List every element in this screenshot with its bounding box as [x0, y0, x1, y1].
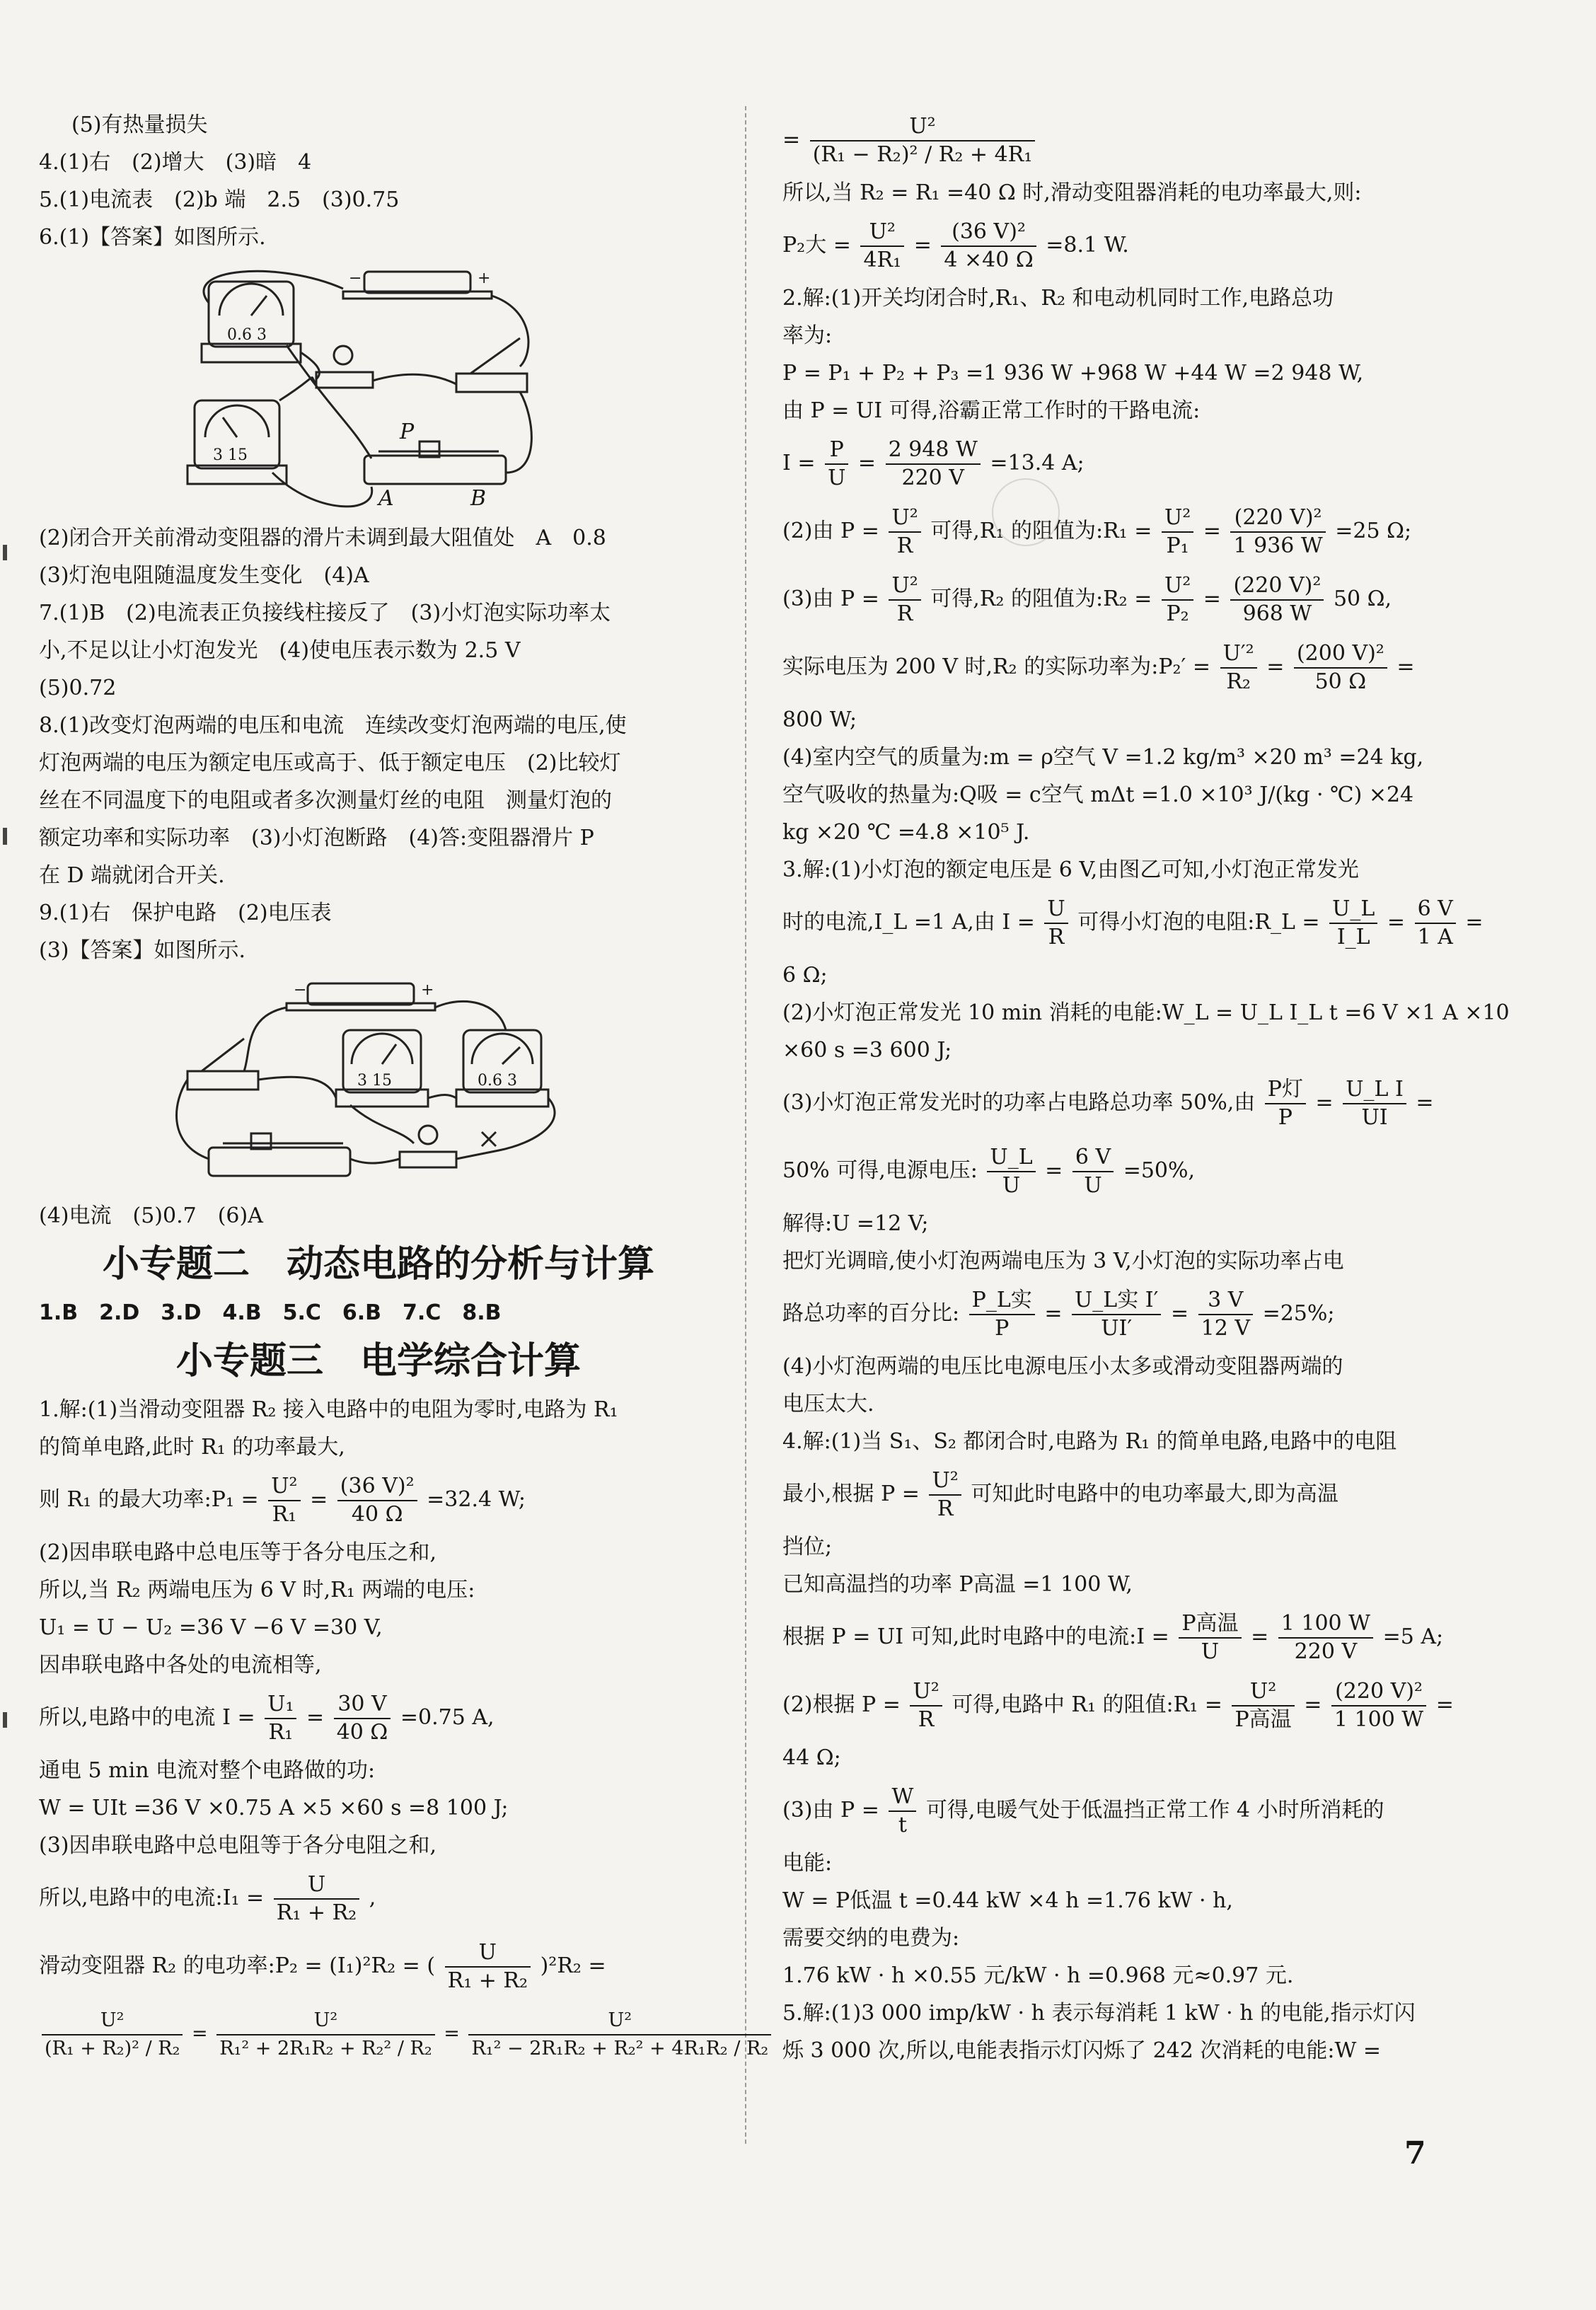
- numerator: U: [274, 1871, 359, 1900]
- text-line: 5.解:(1)3 000 imp/kW · h 表示每消耗 1 kW · h 的电能,指示灯闪: [782, 2001, 1416, 2026]
- formula-line: [39, 1466, 718, 1534]
- formula-text: =0.75 A,: [400, 1705, 495, 1730]
- fraction: [810, 113, 1036, 168]
- formula-text: =: [1387, 910, 1406, 935]
- formula-line: [782, 1280, 1440, 1348]
- formula-text: =: [1416, 1090, 1434, 1115]
- formula-text: 时的电流,I_L =1 A,由 I =: [782, 910, 1035, 935]
- numerator: U²: [1162, 504, 1193, 533]
- formula-text: 可得,R₁ 的阻值为:R₁ =: [930, 519, 1152, 543]
- text-line: 灯泡两端的电压为额定电压或高于、低于额定电压 (2)比较灯: [39, 751, 621, 775]
- binding-mark: [3, 1712, 7, 1728]
- right-column: [782, 106, 1510, 2069]
- formula-text: =: [1396, 654, 1415, 679]
- battery-negative-label: −: [294, 981, 307, 999]
- numerator: U²: [468, 2007, 771, 2035]
- text-line: 通电 5 min 电流对整个电路做的功:: [39, 1758, 376, 1783]
- text-line: 空气吸收的热量为:Q吸 = c空气 mΔt =1.0 ×10³ J/(kg · ℃) ×24: [782, 782, 1414, 807]
- text-line: W = P低温 t =0.44 kW ×4 h =1.76 kW · h,: [782, 1888, 1233, 1913]
- text-line: 1.解:(1)当滑动变阻器 R₂ 接入电路中的电阻为零时,电路为 R₁: [39, 1397, 618, 1422]
- numerator: U_L实 I′: [1072, 1287, 1161, 1315]
- denominator: 40 Ω: [351, 1502, 403, 1527]
- voltmeter-scale-label: 3 15: [357, 1072, 392, 1090]
- denominator: R: [896, 601, 913, 626]
- voltmeter-scale-label: 3 15: [213, 446, 248, 464]
- fraction: [1232, 1678, 1294, 1733]
- denominator: P高温: [1234, 1707, 1292, 1732]
- formula-line: [782, 497, 1440, 565]
- formula-text: 所以,电路中的电流 I =: [39, 1705, 255, 1730]
- text-line: 1.76 kW · h ×0.55 元/kW · h =0.968 元≈0.97 元.: [782, 1963, 1294, 1988]
- text-line: (2)因串联电路中总电压等于各分电压之和,: [39, 1540, 437, 1565]
- denominator: t: [898, 1813, 907, 1837]
- circuit-diagram-2: [166, 974, 562, 1193]
- fraction: [969, 1287, 1035, 1342]
- formula-text: =50%,: [1123, 1158, 1196, 1183]
- numerator: (220 V)²: [1230, 572, 1324, 601]
- denominator: 4 ×40 Ω: [944, 248, 1034, 272]
- formula-text: =: [1203, 587, 1221, 611]
- text-line: 所以,当 R₂ 两端电压为 6 V 时,R₁ 两端的电压:: [39, 1578, 475, 1602]
- denominator: R₁: [268, 1720, 294, 1745]
- formula-text: =: [1251, 1624, 1269, 1649]
- formula-line: [782, 1603, 1444, 1671]
- fraction: [1415, 896, 1456, 951]
- battery-positive-label: +: [478, 270, 491, 287]
- fraction: [910, 1678, 942, 1733]
- formula-line: [782, 1137, 1440, 1205]
- text-line: 所以,当 R₂ = R₁ =40 Ω 时,滑动变阻器消耗的电功率最大,则:: [782, 180, 1362, 205]
- text-line: W = UIt =36 V ×0.75 A ×5 ×60 s =8 100 J;: [39, 1796, 509, 1820]
- numerator: U²: [889, 572, 920, 601]
- numerator: U²: [889, 504, 920, 533]
- fraction: [468, 2007, 771, 2062]
- formula-text: =: [782, 127, 801, 152]
- binding-mark: [3, 828, 7, 845]
- formula-text: =8.1 W.: [1046, 233, 1129, 258]
- formula-text: I =: [782, 451, 816, 475]
- denominator: 968 W: [1242, 601, 1312, 626]
- formula-text: 路总功率的百分比:: [782, 1301, 960, 1326]
- numerator: (220 V)²: [1331, 1678, 1426, 1706]
- numerator: P_L实: [969, 1287, 1035, 1315]
- text-line: 的简单电路,此时 R₁ 的功率最大,: [39, 1435, 345, 1460]
- denominator: R: [918, 1707, 935, 1732]
- fraction: [1230, 572, 1324, 628]
- denominator: I_L: [1336, 925, 1370, 949]
- formula-line: [782, 1069, 1440, 1137]
- numerator: W: [889, 1784, 916, 1812]
- text-line: (2)小灯泡正常发光 10 min 消耗的电能:W_L = U_L I_L t =6 V ×1 A ×10: [782, 1000, 1510, 1025]
- fraction: [216, 2007, 434, 2062]
- denominator: 4R₁: [863, 248, 902, 272]
- battery-negative-label: −: [349, 270, 362, 287]
- formula-text: (3)小灯泡正常发光时的功率占电路总功率 50%,由: [782, 1090, 1256, 1115]
- section-heading: 小专题二 动态电路的分析与计算: [102, 1243, 654, 1286]
- formula-line: [39, 1932, 718, 2000]
- denominator: U: [1201, 1639, 1220, 1664]
- formula-text: =: [1465, 910, 1484, 935]
- text-line: 额定功率和实际功率 (3)小灯泡断路 (4)答:变阻器滑片 P: [39, 826, 594, 850]
- numerator: 2 948 W: [886, 437, 981, 465]
- text-line: 烁 3 000 次,所以,电能表指示灯闪烁了 242 次消耗的电能:W =: [782, 2038, 1381, 2063]
- formula-line: [782, 1671, 1454, 1739]
- binding-mark: [3, 545, 7, 560]
- fraction: [337, 1473, 417, 1528]
- numerator: (220 V)²: [1230, 504, 1325, 533]
- numerator: U: [1044, 896, 1068, 924]
- text-line: (5)0.72: [39, 676, 117, 700]
- fraction: [274, 1871, 359, 1927]
- formula-line: [39, 1684, 718, 1752]
- numerator: 6 V: [1072, 1144, 1114, 1172]
- fraction: [825, 437, 848, 492]
- fraction: [1220, 640, 1257, 695]
- fraction: [1230, 504, 1325, 560]
- text-line: ×60 s =3 600 J;: [782, 1038, 952, 1063]
- formula-text: (3)由 P =: [782, 1798, 879, 1823]
- numerator: U²: [1232, 1678, 1294, 1706]
- formula-text: =: [1315, 1090, 1334, 1115]
- denominator: 1 A: [1417, 925, 1453, 949]
- formula-text: =: [192, 2023, 208, 2045]
- formula-text: =: [913, 233, 932, 258]
- formula-text: 实际电压为 200 V 时,R₂ 的实际功率为:P₂′ =: [782, 654, 1211, 679]
- denominator: R: [937, 1496, 954, 1521]
- denominator: R₁² − 2R₁R₂ + R₂² + 4R₁R₂ / R₂: [471, 2037, 769, 2060]
- formula-text: =: [1045, 1158, 1063, 1183]
- numerator: U²: [216, 2007, 434, 2035]
- formula-text: 根据 P = UI 可知,此时电路中的电流:I =: [782, 1624, 1169, 1649]
- denominator: P: [995, 1316, 1010, 1341]
- text-line: 挡位;: [782, 1535, 833, 1559]
- text-line: 6.(1)【答案】如图所示.: [39, 225, 266, 250]
- fraction: [42, 2007, 183, 2062]
- fraction: [1329, 896, 1377, 951]
- fraction: [1044, 896, 1068, 951]
- formula-line: [782, 106, 1440, 174]
- rheostat-end-a-label: A: [378, 486, 394, 511]
- denominator: R₁ + R₂: [276, 1900, 357, 1925]
- denominator: (R₁ + R₂)² / R₂: [45, 2037, 180, 2060]
- fraction: [941, 219, 1036, 274]
- text-line: U₁ = U − U₂ =36 V −6 V =30 V,: [39, 1615, 383, 1640]
- denominator: R₁ + R₂: [447, 1968, 528, 1993]
- fraction: [1294, 640, 1387, 695]
- formula-text: =: [1044, 1301, 1063, 1326]
- fraction: [1162, 572, 1193, 628]
- formula-text: (3)由 P =: [782, 587, 879, 611]
- denominator: R₁: [272, 1502, 297, 1527]
- text-line: 在 D 端就闭合开关.: [39, 863, 225, 888]
- denominator: P: [1278, 1105, 1293, 1130]
- text-line: (3)【答案】如图所示.: [39, 938, 246, 963]
- denominator: 50 Ω: [1314, 669, 1367, 694]
- numerator: 6 V: [1415, 896, 1456, 924]
- formula-text: =: [444, 2023, 460, 2045]
- text-line: (4)室内空气的质量为:m = ρ空气 V =1.2 kg/m³ ×20 m³ =24 kg,: [782, 745, 1424, 770]
- numerator: U_L: [987, 1144, 1035, 1172]
- text-line: P = P₁ + P₂ + P₃ =1 936 W +968 W +44 W =2 948 W,: [782, 361, 1364, 386]
- formula-text: 50 Ω,: [1333, 587, 1392, 611]
- formula-text: (2)由 P =: [782, 519, 879, 543]
- text-line: (4)小灯泡两端的电压比电源电压小太多或滑动变阻器两端的: [782, 1354, 1343, 1379]
- formula-text: =: [306, 1705, 325, 1730]
- formula-text: )²R₂ =: [540, 1953, 606, 1978]
- formula-text: 最小,根据 P =: [782, 1482, 920, 1506]
- text-line: 8.(1)改变灯泡两端的电压和电流 连续改变灯泡两端的电压,使: [39, 713, 627, 738]
- numerator: U²: [929, 1467, 961, 1496]
- denominator: 1 936 W: [1233, 533, 1323, 558]
- formula-text: =: [1435, 1692, 1454, 1717]
- fraction: [1198, 1287, 1253, 1342]
- numerator: U²: [42, 2007, 183, 2035]
- numerator: (36 V)²: [337, 1473, 417, 1501]
- text-line: 丝在不同温度下的电阻或者多次测量灯丝的电阻 测量灯泡的: [39, 788, 612, 813]
- section-heading: 小专题三 电学综合计算: [175, 1340, 581, 1382]
- numerator: U²: [860, 219, 904, 247]
- formula-text: 可得小灯泡的电阻:R_L =: [1077, 910, 1320, 935]
- denominator: 1 100 W: [1334, 1707, 1424, 1732]
- text-line: 4.(1)右 (2)增大 (3)暗 4: [39, 150, 312, 175]
- denominator: P₁: [1166, 533, 1189, 558]
- formula-text: (2)根据 P =: [782, 1692, 901, 1717]
- text-line: 率为:: [782, 323, 833, 348]
- text-line: (2)闭合开关前滑动变阻器的滑片未调到最大阻值处 A 0.8: [39, 526, 606, 550]
- fraction: [929, 1467, 961, 1523]
- numerator: U²: [810, 113, 1036, 142]
- text-line: 解得:U =12 V;: [782, 1211, 929, 1236]
- slider-label: P: [400, 420, 415, 444]
- fraction: [1331, 1678, 1426, 1733]
- fraction: [889, 572, 920, 628]
- fraction: [334, 1691, 391, 1746]
- formula-text: =: [1304, 1692, 1322, 1717]
- numerator: 3 V: [1198, 1287, 1253, 1315]
- formula-text: 所以,电路中的电流:I₁ =: [39, 1885, 265, 1910]
- text-line: 需要交纳的电费为:: [782, 1926, 960, 1951]
- denominator: R: [896, 533, 913, 558]
- fraction: [445, 1939, 531, 1994]
- numerator: 1 100 W: [1278, 1610, 1373, 1639]
- fraction: [889, 504, 920, 560]
- denominator: 220 V: [1294, 1639, 1358, 1664]
- formula-text: ,: [369, 1885, 376, 1910]
- text-line: 4.解:(1)当 S₁、S₂ 都闭合时,电路为 R₁ 的简单电路,电路中的电阻: [782, 1429, 1397, 1454]
- circuit-diagram-1: [166, 260, 562, 515]
- battery-positive-label: +: [421, 981, 434, 999]
- text-line: 小,不足以让小灯泡发光 (4)使电压表示数为 2.5 V: [39, 638, 521, 663]
- denominator: P₂: [1166, 601, 1189, 626]
- text-line: (4)电流 (5)0.7 (6)A: [39, 1203, 263, 1228]
- formula-text: =: [1203, 519, 1221, 543]
- fraction: [1343, 1076, 1406, 1131]
- text-line: 因串联电路中各处的电流相等,: [39, 1653, 322, 1677]
- text-line: 6 Ω;: [782, 963, 828, 988]
- formula-line: [782, 429, 1440, 497]
- formula-text: =: [1170, 1301, 1189, 1326]
- text-line: 3.解:(1)小灯泡的额定电压是 6 V,由图乙可知,小灯泡正常发光: [782, 857, 1359, 882]
- formula-text: =: [310, 1487, 328, 1512]
- numerator: (36 V)²: [941, 219, 1036, 247]
- text-line: (3)灯泡电阻随温度发生变化 (4)A: [39, 563, 369, 588]
- text-line: 已知高温挡的功率 P高温 =1 100 W,: [782, 1572, 1133, 1597]
- formula-line: [782, 212, 1440, 279]
- formula-text: =32.4 W;: [427, 1487, 526, 1512]
- text-line: 由 P = UI 可得,浴霸正常工作时的干路电流:: [782, 398, 1201, 423]
- text-line: 电压太大.: [782, 1392, 874, 1416]
- formula-text: =5 A;: [1382, 1624, 1444, 1649]
- text-line: 7.(1)B (2)电流表正负接线柱接反了 (3)小灯泡实际功率太: [39, 601, 611, 625]
- formula-text: 可知此时电路中的电功率最大,即为高温: [971, 1482, 1338, 1506]
- formula-line: [782, 565, 1440, 633]
- numerator: (200 V)²: [1294, 640, 1387, 669]
- denominator: R: [1048, 925, 1065, 949]
- formula-text: =: [1266, 654, 1285, 679]
- text-line: 2.解:(1)开关均闭合时,R₁、R₂ 和电动机同时工作,电路总功: [782, 286, 1334, 311]
- denominator: (R₁ − R₂)² / R₂ + 4R₁: [812, 142, 1033, 167]
- numerator: U_L I: [1343, 1076, 1406, 1104]
- formula-line: [782, 1777, 1440, 1844]
- text-line: 9.(1)右 保护电路 (2)电压表: [39, 901, 332, 925]
- text-line: 电能:: [782, 1851, 833, 1876]
- numerator: U²: [910, 1678, 942, 1706]
- formula-line: [782, 889, 1484, 957]
- formula-text: 则 R₁ 的最大功率:P₁ =: [39, 1487, 259, 1512]
- denominator: U: [828, 466, 846, 490]
- answer-line: 1.B 2.D 3.D 4.B 5.C 6.B 7.C 8.B: [39, 1300, 502, 1325]
- fraction: [889, 1784, 916, 1839]
- formula-text: 可得,R₂ 的阻值为:R₂ =: [930, 587, 1152, 611]
- formula-text: 滑动变阻器 R₂ 的电功率:P₂ = (I₁)²R₂ = (: [39, 1953, 436, 1978]
- numerator: U₁: [265, 1691, 296, 1719]
- fraction: [860, 219, 904, 274]
- fraction: [1162, 504, 1193, 560]
- denominator: 220 V: [901, 466, 964, 490]
- ammeter-scale-label: 0.6 3: [478, 1072, 517, 1090]
- page-number: 7: [1404, 2135, 1426, 2171]
- fraction: [265, 1691, 296, 1746]
- numerator: U²: [268, 1473, 300, 1501]
- formula-line: [39, 1864, 718, 1932]
- formula-text: 可得,电路中 R₁ 的阻值:R₁ =: [952, 1692, 1222, 1717]
- fraction: [1072, 1287, 1161, 1342]
- formula-line: [782, 633, 1440, 701]
- formula-text: =: [857, 451, 877, 475]
- watermark-stamp: [992, 478, 1060, 546]
- circuit-figure-1: [166, 260, 718, 515]
- numerator: 30 V: [334, 1691, 391, 1719]
- numerator: U: [445, 1939, 531, 1968]
- denominator: R₁² + 2R₁R₂ + R₂² / R₂: [219, 2037, 432, 2060]
- ammeter-scale-label: 0.6 3: [227, 326, 267, 344]
- denominator: 40 Ω: [336, 1720, 388, 1745]
- numerator: P灯: [1265, 1076, 1306, 1104]
- numerator: U_L: [1329, 896, 1377, 924]
- fraction: [1265, 1076, 1306, 1131]
- text-line: 5.(1)电流表 (2)b 端 2.5 (3)0.75: [39, 187, 400, 212]
- denominator: U: [1002, 1173, 1021, 1198]
- numerator: U²: [1162, 572, 1193, 601]
- fraction: [1179, 1610, 1241, 1665]
- numerator: P: [825, 437, 848, 465]
- denominator: UI: [1361, 1105, 1388, 1130]
- text-line: (5)有热量损失: [71, 112, 208, 137]
- formula-text: 可得,电暖气处于低温挡正常工作 4 小时所消耗的: [925, 1798, 1384, 1823]
- fraction: [268, 1473, 300, 1528]
- circuit-figure-2: [166, 974, 718, 1193]
- fraction: [1278, 1610, 1373, 1665]
- denominator: UI′: [1101, 1316, 1133, 1341]
- text-line: 把灯光调暗,使小灯泡两端电压为 3 V,小灯泡的实际功率占电: [782, 1249, 1344, 1274]
- numerator: U′²: [1220, 640, 1257, 669]
- formula-text: P₂大 =: [782, 233, 851, 258]
- text-line: (3)因串联电路中总电阻等于各分电阻之和,: [39, 1833, 437, 1858]
- text-line: 800 W;: [782, 708, 857, 732]
- text-line: 44 Ω;: [782, 1745, 841, 1770]
- formula-text: =13.4 A;: [990, 451, 1085, 475]
- column-divider: [745, 106, 746, 2144]
- denominator: R₂: [1226, 669, 1251, 694]
- rheostat-end-b-label: B: [470, 486, 487, 511]
- formula-line: [39, 2000, 769, 2068]
- text-line: kg ×20 ℃ =4.8 ×10⁵ J.: [782, 820, 1030, 845]
- fraction: [1072, 1144, 1114, 1199]
- fraction: [987, 1144, 1035, 1199]
- left-column: [39, 106, 769, 2068]
- denominator: 12 V: [1201, 1316, 1251, 1341]
- numerator: P高温: [1179, 1610, 1241, 1639]
- formula-text: =25%;: [1262, 1301, 1335, 1326]
- formula-text: =25 Ω;: [1335, 519, 1412, 543]
- denominator: U: [1084, 1173, 1102, 1198]
- formula-line: [782, 1460, 1440, 1528]
- formula-text: 50% 可得,电源电压:: [782, 1158, 978, 1183]
- fraction: [886, 437, 981, 492]
